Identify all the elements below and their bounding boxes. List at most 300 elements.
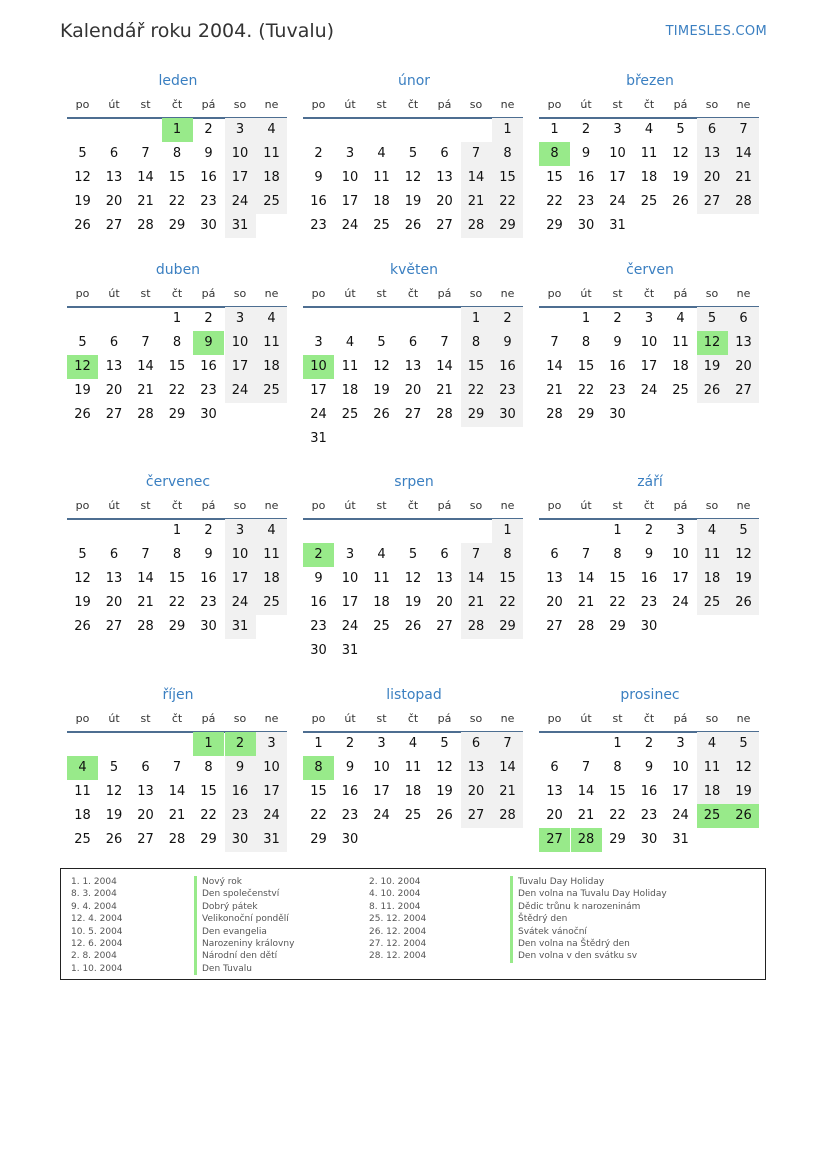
weekday-header: ne	[736, 98, 751, 111]
day-cell: 13	[105, 571, 123, 586]
day-cell: 29	[200, 832, 217, 847]
day-cell: 21	[461, 190, 492, 214]
weekday-header: ne	[500, 712, 515, 725]
legend-holiday-name: Narozeniny královny	[194, 938, 294, 950]
day-cell: 3	[345, 146, 355, 161]
day-cell: 6	[440, 146, 449, 161]
day-cell: 29	[168, 619, 186, 634]
legend-holiday-name: Dědic trůnu k narozeninám	[510, 901, 667, 913]
day-cell: 22	[168, 383, 186, 398]
header-rule	[303, 518, 523, 520]
day-cell: 19	[74, 194, 91, 209]
day-cell: 23	[640, 808, 658, 823]
day-cell: 29	[492, 214, 523, 238]
day-cell: 27	[105, 407, 123, 422]
day-cell: 5	[377, 335, 386, 350]
weekday-header: ne	[736, 499, 751, 512]
month-name: únor	[397, 73, 431, 89]
day-cell: 2	[314, 146, 323, 161]
legend-date: 12. 6. 2004	[71, 938, 123, 949]
weekday-header: st	[140, 98, 151, 111]
day-cell: 19	[404, 595, 422, 610]
day-cell: 12	[436, 760, 453, 775]
weekday-header: út	[344, 287, 356, 300]
day-cell: 30	[609, 407, 626, 422]
day-cell: 21	[137, 595, 154, 610]
day-cell: 16	[200, 359, 217, 374]
day-cell: 3	[377, 736, 386, 751]
day-cell: 23	[225, 804, 256, 828]
legend-holiday-name: Den volna v den svátku sv	[510, 950, 667, 962]
weekday-header: so	[469, 98, 483, 111]
legend-holiday-name: Den volna na Štědrý den	[510, 938, 667, 950]
day-cell: 9	[204, 547, 213, 562]
legend-date: 26. 12. 2004	[369, 926, 427, 937]
day-cell: 1	[613, 523, 622, 538]
legend-dates-col-2	[369, 876, 426, 963]
day-cell: 5	[676, 122, 685, 137]
month-7	[67, 474, 289, 674]
day-cell: 17	[256, 780, 287, 804]
day-cell: 4	[676, 311, 685, 326]
day-cell: 15	[168, 571, 186, 586]
day-cell: 18	[373, 194, 390, 209]
day-cell: 22	[310, 808, 327, 823]
day-cell: 10	[640, 335, 658, 350]
legend-holiday-name: Den evangelia	[194, 926, 294, 938]
weekday-header: po	[75, 98, 90, 111]
weekday-header: čt	[171, 499, 183, 512]
legend-holiday-name: Velikonoční pondělí	[194, 913, 294, 925]
day-cell: 20	[105, 595, 123, 610]
weekday-header: út	[344, 499, 356, 512]
day-cell: 26	[105, 832, 123, 847]
day-cell: 24	[225, 591, 256, 615]
weekday-header: po	[311, 287, 326, 300]
day-cell: 31	[341, 643, 359, 658]
legend-names-col-2	[510, 876, 667, 963]
day-cell: 19	[404, 194, 422, 209]
day-cell: 2	[644, 736, 654, 751]
day-cell: 7	[581, 760, 591, 775]
day-cell: 18	[341, 383, 359, 398]
weekday-header: so	[233, 712, 247, 725]
day-cell: 18	[697, 780, 728, 804]
day-cell: 10	[373, 760, 390, 775]
day-cell: 3	[676, 523, 685, 538]
day-cell: 17	[225, 567, 256, 591]
day-cell: 9	[492, 331, 523, 355]
weekday-header: čt	[171, 712, 183, 725]
day-cell: 27	[105, 218, 123, 233]
legend-holiday-name: Tuvalu Day Holiday	[510, 876, 667, 888]
holiday-day-cell: 4	[67, 756, 98, 780]
day-cell: 5	[440, 736, 449, 751]
day-cell: 22	[200, 808, 217, 823]
weekday-header: st	[376, 712, 387, 725]
day-cell: 30	[200, 218, 217, 233]
month-9	[539, 474, 761, 674]
day-cell: 6	[141, 760, 150, 775]
weekday-header: pá	[201, 98, 216, 111]
month-12	[539, 687, 761, 887]
day-cell: 28	[461, 615, 492, 639]
day-cell: 21	[168, 808, 186, 823]
day-cell: 20	[137, 808, 154, 823]
site-link[interactable]: TIMESLES.COM	[665, 24, 767, 39]
day-cell: 18	[373, 595, 390, 610]
day-cell: 14	[461, 166, 492, 190]
legend-dates-col-1	[71, 876, 123, 975]
legend-holiday-name: Národní den dětí	[194, 950, 294, 962]
day-cell: 19	[728, 780, 759, 804]
day-cell: 7	[141, 335, 150, 350]
header-rule	[303, 117, 523, 119]
weekday-header: pá	[437, 287, 452, 300]
day-cell: 28	[436, 407, 453, 422]
legend-holiday-name: Den volna na Tuvalu Day Holiday	[510, 888, 667, 900]
day-cell: 4	[697, 732, 728, 756]
day-cell: 21	[436, 383, 453, 398]
day-cell: 28	[137, 619, 154, 634]
day-cell: 24	[256, 804, 287, 828]
legend-holiday-name: Nový rok	[194, 876, 294, 888]
day-cell: 14	[168, 784, 186, 799]
holiday-day-cell: 2	[225, 732, 256, 756]
day-cell: 25	[404, 808, 422, 823]
day-cell: 19	[74, 383, 91, 398]
day-cell: 8	[172, 335, 182, 350]
day-cell: 7	[172, 760, 182, 775]
day-cell: 15	[609, 571, 626, 586]
day-cell: 11	[373, 571, 390, 586]
day-cell: 12	[74, 170, 91, 185]
weekday-header: ne	[500, 98, 515, 111]
day-cell: 20	[728, 355, 759, 379]
weekday-header: so	[233, 499, 247, 512]
day-cell: 23	[492, 379, 523, 403]
day-cell: 22	[168, 194, 186, 209]
day-cell: 25	[256, 190, 287, 214]
day-cell: 19	[436, 784, 453, 799]
day-cell: 1	[314, 736, 323, 751]
holiday-day-cell: 28	[571, 828, 602, 852]
day-cell: 8	[613, 760, 622, 775]
day-cell: 15	[200, 784, 217, 799]
weekday-header: út	[344, 712, 356, 725]
holiday-day-cell: 8	[539, 142, 570, 166]
day-cell: 6	[109, 547, 119, 562]
day-cell: 28	[492, 804, 523, 828]
weekday-header: čt	[407, 499, 419, 512]
day-cell: 21	[577, 808, 595, 823]
day-cell: 24	[341, 619, 359, 634]
day-cell: 26	[74, 218, 91, 233]
day-cell: 27	[697, 190, 728, 214]
day-cell: 23	[200, 383, 217, 398]
month-4	[67, 262, 289, 462]
day-cell: 4	[256, 118, 287, 142]
day-cell: 13	[461, 756, 492, 780]
weekday-header: pá	[673, 98, 688, 111]
day-cell: 11	[404, 760, 422, 775]
day-cell: 22	[461, 379, 492, 403]
day-cell: 27	[105, 619, 123, 634]
day-cell: 18	[640, 170, 658, 185]
day-cell: 13	[728, 331, 759, 355]
day-cell: 30	[341, 832, 359, 847]
weekday-header: ne	[264, 499, 279, 512]
day-cell: 24	[341, 218, 359, 233]
day-cell: 21	[461, 591, 492, 615]
day-cell: 24	[225, 190, 256, 214]
day-cell: 19	[697, 355, 728, 379]
holiday-day-cell: 8	[303, 756, 334, 780]
weekday-header: po	[547, 499, 562, 512]
holiday-day-cell: 27	[539, 828, 570, 852]
day-cell: 5	[728, 732, 759, 756]
day-cell: 31	[672, 832, 689, 847]
day-cell: 9	[613, 335, 622, 350]
day-cell: 7	[728, 118, 759, 142]
weekday-header: čt	[171, 287, 183, 300]
weekday-header: pá	[673, 499, 688, 512]
month-name: prosinec	[620, 687, 680, 703]
legend-date: 8. 3. 2004	[71, 889, 117, 900]
day-cell: 3	[225, 519, 256, 543]
month-name: červen	[626, 262, 674, 278]
day-cell: 22	[546, 194, 563, 209]
day-cell: 6	[461, 732, 492, 756]
day-cell: 10	[341, 571, 359, 586]
day-cell: 8	[492, 142, 523, 166]
day-cell: 6	[109, 335, 119, 350]
holiday-legend	[60, 868, 766, 980]
weekday-header: st	[140, 712, 151, 725]
day-cell: 2	[204, 122, 213, 137]
day-cell: 21	[137, 383, 154, 398]
day-cell: 5	[78, 146, 87, 161]
legend-date: 28. 12. 2004	[369, 951, 427, 962]
day-cell: 12	[404, 170, 422, 185]
day-cell: 25	[373, 218, 390, 233]
day-cell: 12	[728, 756, 759, 780]
month-2	[303, 73, 525, 273]
day-cell: 25	[341, 407, 359, 422]
legend-date: 4. 10. 2004	[369, 889, 421, 900]
day-cell: 30	[640, 832, 658, 847]
holiday-day-cell: 1	[162, 118, 193, 142]
day-cell: 28	[728, 190, 759, 214]
weekday-header: po	[547, 98, 562, 111]
day-cell: 20	[105, 194, 123, 209]
day-cell: 25	[640, 194, 658, 209]
weekday-header: st	[612, 712, 623, 725]
legend-date: 10. 5. 2004	[71, 926, 123, 937]
day-cell: 4	[345, 335, 355, 350]
weekday-header: ne	[264, 287, 279, 300]
legend-date: 1. 10. 2004	[71, 963, 123, 974]
day-cell: 28	[137, 218, 154, 233]
day-cell: 16	[310, 194, 327, 209]
day-cell: 16	[640, 571, 658, 586]
day-cell: 5	[78, 547, 87, 562]
weekday-header: pá	[673, 287, 688, 300]
holiday-day-cell: 10	[303, 355, 334, 379]
weekday-header: út	[580, 499, 592, 512]
day-cell: 31	[225, 214, 256, 238]
weekday-header: st	[376, 287, 387, 300]
day-cell: 1	[172, 523, 182, 538]
day-cell: 14	[461, 567, 492, 591]
day-cell: 9	[314, 571, 323, 586]
day-cell: 27	[436, 218, 453, 233]
day-cell: 17	[225, 166, 256, 190]
day-cell: 9	[644, 760, 654, 775]
weekday-header: st	[612, 499, 623, 512]
day-cell: 1	[613, 736, 622, 751]
day-cell: 22	[492, 591, 523, 615]
day-cell: 3	[225, 118, 256, 142]
day-cell: 27	[728, 379, 759, 403]
day-cell: 31	[609, 218, 626, 233]
day-cell: 3	[613, 122, 622, 137]
day-cell: 8	[172, 547, 182, 562]
month-1	[67, 73, 289, 273]
day-cell: 24	[225, 379, 256, 403]
legend-date: 2. 8. 2004	[71, 951, 117, 962]
day-cell: 18	[256, 166, 287, 190]
day-cell: 29	[546, 218, 563, 233]
weekday-header: ne	[500, 287, 515, 300]
day-cell: 2	[204, 311, 213, 326]
day-cell: 8	[461, 331, 492, 355]
weekday-header: ne	[736, 287, 751, 300]
weekday-header: po	[311, 499, 326, 512]
page-title: Kalendář roku 2004. (Tuvalu)	[60, 20, 335, 42]
day-cell: 29	[577, 407, 595, 422]
day-cell: 20	[697, 166, 728, 190]
day-cell: 9	[225, 756, 256, 780]
day-cell: 26	[373, 407, 390, 422]
day-cell: 6	[550, 760, 559, 775]
day-cell: 24	[672, 808, 689, 823]
weekday-header: út	[108, 98, 120, 111]
day-cell: 4	[256, 307, 287, 331]
day-cell: 5	[109, 760, 119, 775]
month-name: leden	[158, 73, 198, 89]
day-cell: 18	[256, 567, 287, 591]
day-cell: 23	[609, 383, 626, 398]
weekday-header: po	[75, 499, 90, 512]
month-name: srpen	[394, 474, 434, 490]
day-cell: 15	[492, 166, 523, 190]
day-cell: 9	[314, 170, 323, 185]
day-cell: 1	[492, 519, 523, 543]
day-cell: 15	[577, 359, 595, 374]
day-cell: 4	[408, 736, 418, 751]
day-cell: 30	[492, 403, 523, 427]
day-cell: 25	[256, 379, 287, 403]
day-cell: 6	[109, 146, 119, 161]
month-name: březen	[626, 73, 674, 89]
day-cell: 19	[728, 567, 759, 591]
weekday-header: pá	[201, 499, 216, 512]
day-cell: 5	[408, 547, 418, 562]
day-cell: 26	[436, 808, 453, 823]
day-cell: 3	[644, 311, 654, 326]
day-cell: 18	[672, 359, 689, 374]
weekday-header: st	[612, 287, 623, 300]
day-cell: 5	[408, 146, 418, 161]
day-cell: 6	[728, 307, 759, 331]
day-cell: 8	[492, 543, 523, 567]
weekday-header: so	[233, 98, 247, 111]
day-cell: 28	[546, 407, 563, 422]
legend-date: 1. 1. 2004	[71, 877, 117, 887]
day-cell: 23	[310, 619, 327, 634]
day-cell: 25	[373, 619, 390, 634]
day-cell: 17	[672, 571, 689, 586]
day-cell: 11	[373, 170, 390, 185]
weekday-header: po	[75, 712, 90, 725]
day-cell: 21	[728, 166, 759, 190]
weekday-header: so	[705, 499, 719, 512]
day-cell: 7	[141, 547, 150, 562]
day-cell: 5	[728, 519, 759, 543]
day-cell: 12	[672, 146, 689, 161]
weekday-header: po	[547, 712, 562, 725]
day-cell: 8	[172, 146, 182, 161]
day-cell: 26	[404, 218, 422, 233]
day-cell: 13	[546, 784, 563, 799]
day-cell: 31	[256, 828, 287, 852]
weekday-header: út	[344, 98, 356, 111]
day-cell: 2	[345, 736, 355, 751]
day-cell: 1	[581, 311, 591, 326]
legend-holiday-name: Dobrý pátek	[194, 901, 294, 913]
day-cell: 16	[200, 170, 217, 185]
weekday-header: út	[108, 287, 120, 300]
day-cell: 14	[137, 571, 154, 586]
day-cell: 24	[609, 194, 626, 209]
day-cell: 26	[672, 194, 689, 209]
day-cell: 16	[492, 355, 523, 379]
day-cell: 3	[345, 547, 355, 562]
day-cell: 16	[341, 784, 359, 799]
month-name: květen	[390, 262, 438, 278]
day-cell: 23	[200, 194, 217, 209]
day-cell: 25	[697, 591, 728, 615]
day-cell: 17	[609, 170, 626, 185]
day-cell: 3	[314, 335, 323, 350]
day-cell: 7	[550, 335, 559, 350]
day-cell: 28	[461, 214, 492, 238]
day-cell: 15	[461, 355, 492, 379]
day-cell: 25	[74, 832, 91, 847]
weekday-header: st	[140, 287, 151, 300]
weekday-header: čt	[643, 499, 655, 512]
day-cell: 27	[461, 804, 492, 828]
weekday-header: po	[311, 712, 326, 725]
day-cell: 15	[168, 170, 186, 185]
day-cell: 13	[404, 359, 422, 374]
day-cell: 11	[672, 335, 689, 350]
day-cell: 7	[581, 547, 591, 562]
day-cell: 23	[200, 595, 217, 610]
day-cell: 30	[200, 407, 217, 422]
day-cell: 29	[310, 832, 327, 847]
